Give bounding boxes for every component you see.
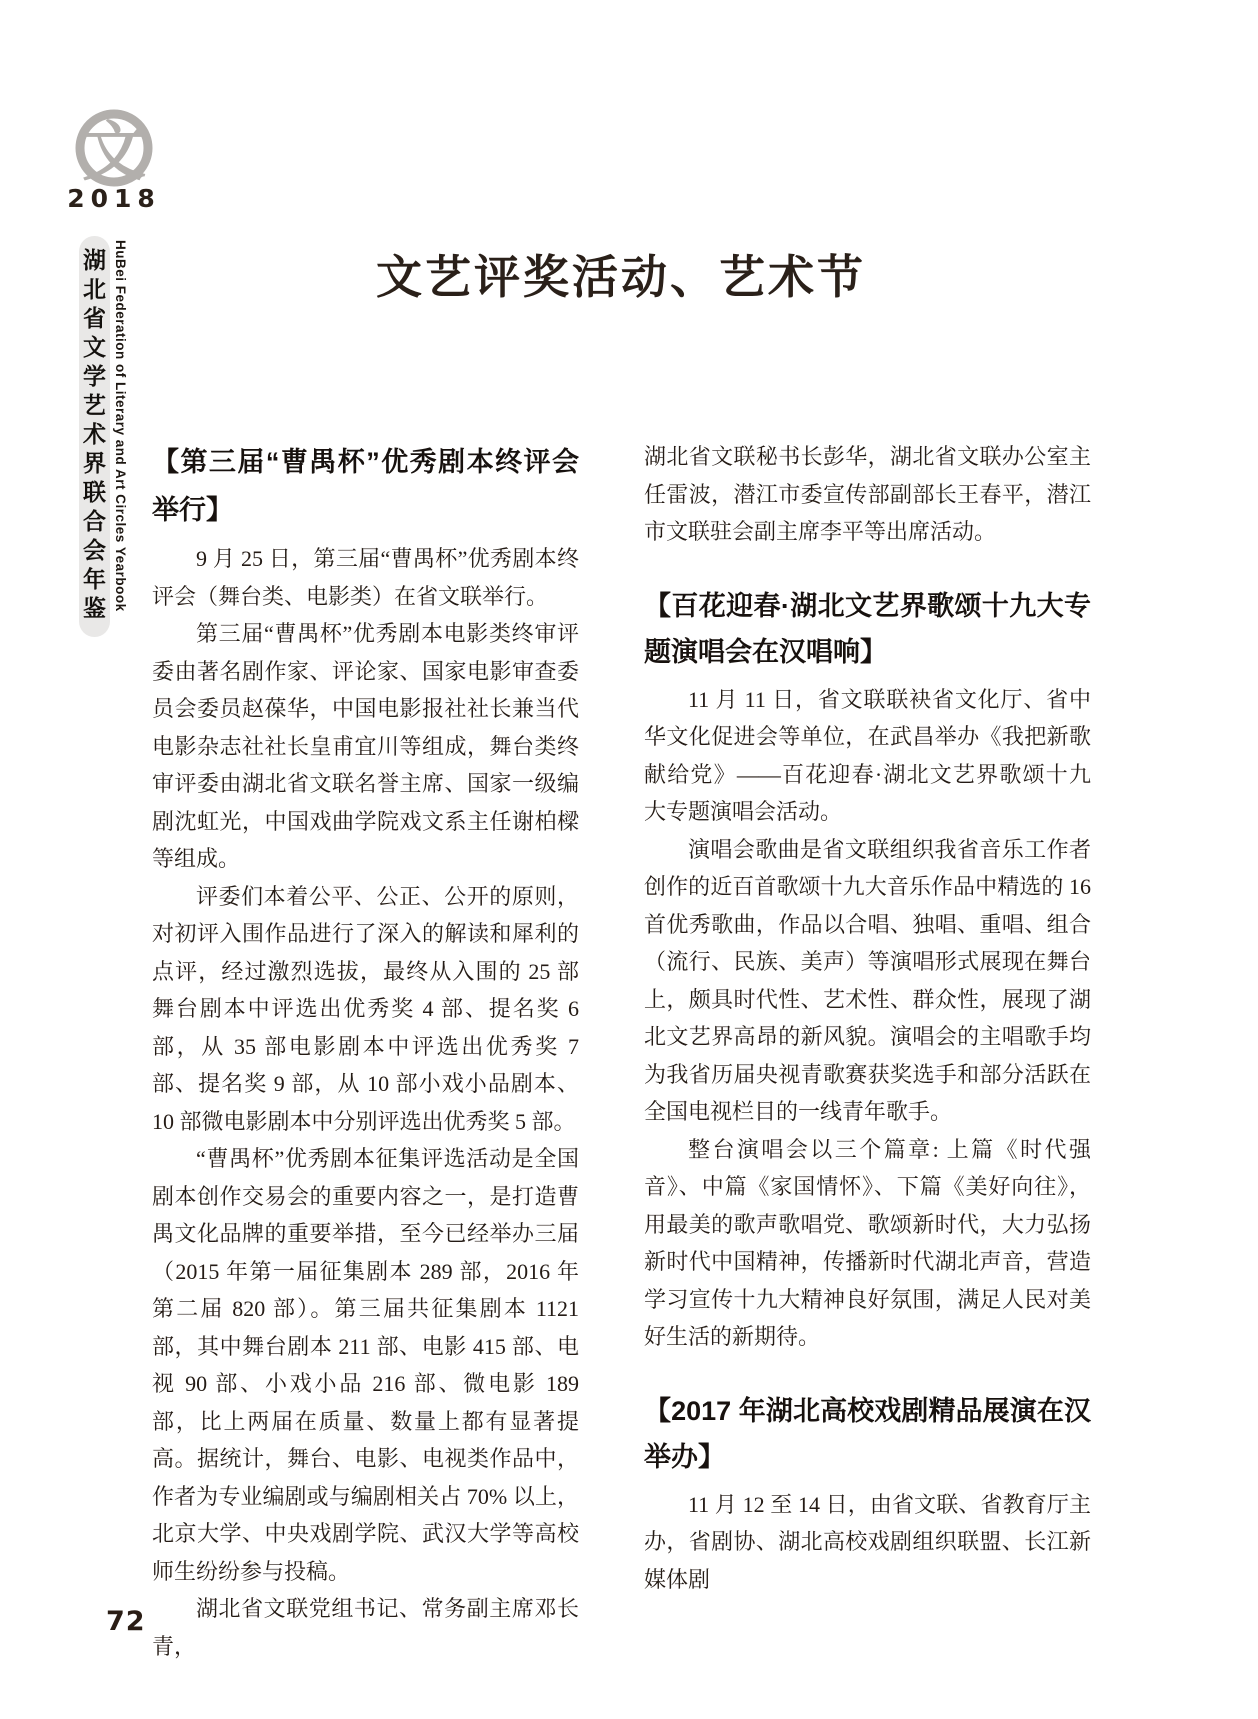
- paragraph: 11 月 12 至 14 日，由省文联、省教育厅主办，省剧协、湖北高校戏剧组织联盟、长江新媒体剧: [644, 1491, 1091, 1592]
- paragraph: 整台演唱会以三个篇章: 上篇《时代强音》、中篇《家国情怀》、下篇《美好向往》，用最美的歌声歌唱党、歌颂新时代，大力弘扬新时代中国精神，传播新时代湖北声音，营造学习宣传十九大精神良好氛围，满足人民对美好生活的新期待。: [644, 1136, 1091, 1349]
- paragraph: 湖北省文联秘书长彭华，湖北省文联办公室主任雷波，潜江市委宣传部副部长王春平，潜江市文联驻会副主席李平等出席活动。: [644, 444, 1091, 544]
- sidebar-title-cn: 湖北省文学艺术界联合会年鉴: [79, 236, 110, 637]
- section-heading: 【百花迎春·湖北文艺界歌颂十九大专题演唱会在汉唱响】: [644, 590, 1091, 667]
- column-right: [644, 438, 1091, 1598]
- paragraph: 评委们本着公平、公正、公开的原则，对初评入围作品进行了深入的解读和犀利的点评，经过激烈选拔，最终从入围的 25 部舞台剧本中评选出优秀奖 4 部、提名奖 6 部，从 35 部电影剧本中评选出优秀奖 7 部、提名奖 9 部，从 10 部小戏小品剧本、10 部微电影剧本中分别评选出优秀奖 5 部。: [152, 883, 579, 1134]
- section-heading: 【2017 年湖北高校戏剧精品展演在汉举办】: [644, 1395, 1091, 1472]
- column-left: [152, 438, 579, 1665]
- sidebar-title-en: HuBei Federation of Literary and Art Circles Yearbook: [113, 240, 128, 612]
- paragraph: 第三届“曹禺杯”优秀剧本电影类终审评委由著名剧作家、评论家、国家电影审查委员会委员赵葆华，中国电影报社社长兼当代电影杂志社社长皇甫宜川等组成，舞台类终审评委由湖北省文联名誉主席、国家一级编剧沈虹光，中国戏曲学院戏文系主任谢柏樑等组成。: [152, 621, 579, 871]
- page-title: 文艺评奖活动、艺术节: [376, 251, 866, 303]
- section-heading: 【第三届“曹禺杯”优秀剧本终评会举行】: [152, 447, 579, 525]
- year-label: 2018: [67, 184, 161, 213]
- logo-glyph: 文: [82, 117, 146, 188]
- paragraph: 湖北省文联党组书记、常务副主席邓长青，: [152, 1596, 579, 1659]
- paragraph: 9 月 25 日，第三届“曹禺杯”优秀剧本终评会（舞台类、电影类）在省文联举行。: [152, 546, 579, 609]
- paragraph: “曹禺杯”优秀剧本征集评选活动是全国剧本创作交易会的重要内容之一，是打造曹禺文化品牌的重要举措，至今已经举办三届（2015 年第一届征集剧本 289 部，2016 年第二届 820 部）。第三届共征集剧本 1121 部，其中舞台剧本 211 部、电影 415 部、电视 90 部、小戏小品 216 部、微电影 189 部，比上两届在质量、数量上都有显著提高。据统计，舞台、电影、电视类作品中，作者为专业编剧或与编剧相关占 70% 以上，北京大学、中央戏剧学院、武汉大学等高校师生纷纷参与投稿。: [152, 1146, 579, 1584]
- paragraph: 演唱会歌曲是省文联组织我省音乐工作者创作的近百首歌颂十九大音乐作品中精选的 16 首优秀歌曲，作品以合唱、独唱、重唱、组合（流行、民族、美声）等演唱形式展现在舞台上，颇具时代性、艺术性、群众性，展现了湖北文艺界高昂的新风貌。演唱会的主唱歌手均为我省历届央视青歌赛获奖选手和部分活跃在全国电视栏目的一线青年歌手。: [644, 836, 1091, 1124]
- page-number: 72: [106, 1606, 146, 1637]
- paragraph: 11 月 11 日，省文联联袂省文化厅、省中华文化促进会等单位，在武昌举办《我把新歌献给党》——百花迎春·湖北文艺界歌颂十九大专题演唱会活动。: [644, 686, 1091, 824]
